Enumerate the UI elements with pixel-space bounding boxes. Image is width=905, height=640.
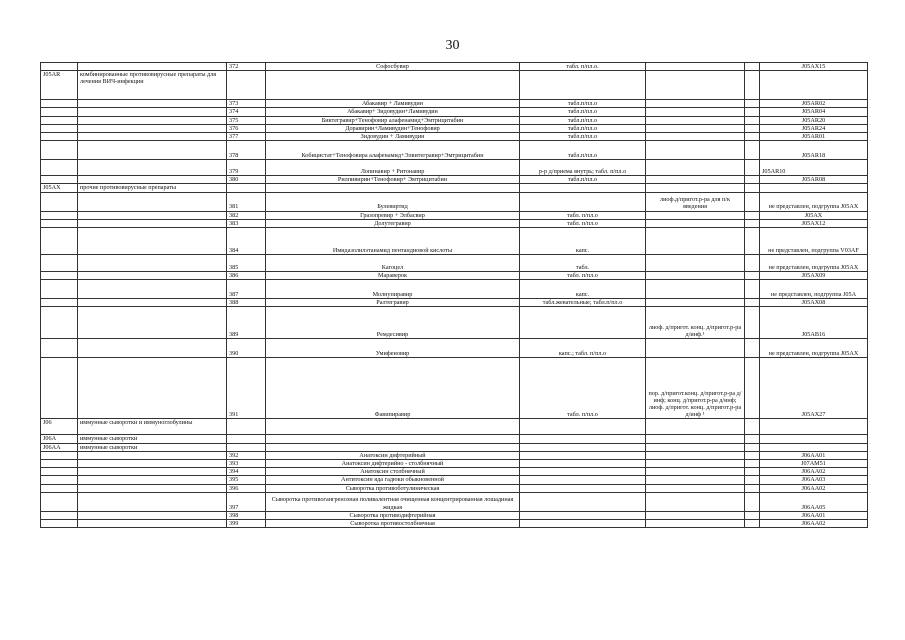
atc-group-code xyxy=(41,160,78,176)
atc-group-code: J06AA xyxy=(41,443,78,451)
atc-group-code: J06 xyxy=(41,419,78,435)
atc-code: J05AR24 xyxy=(760,124,868,132)
table-row xyxy=(41,255,868,272)
page-number: 30 xyxy=(445,38,460,53)
atc-code: J06AA01 xyxy=(760,511,868,519)
atc-group-code xyxy=(41,116,78,124)
drug-name: Антитоксин яда гадюки обыкновенной xyxy=(266,476,520,484)
table-row xyxy=(41,219,868,227)
empty-cell xyxy=(745,124,760,132)
atc-code: J05AR01 xyxy=(760,133,868,141)
dosage-form: табл.п/пл.о xyxy=(520,124,646,132)
atc-code: J07AM51 xyxy=(760,460,868,468)
row-number: 385 xyxy=(227,255,266,272)
drug-name: Анатоксин дифтерийно - столбнячный xyxy=(266,460,520,468)
drug-name: Ремдесивир xyxy=(266,307,520,339)
row-number: 390 xyxy=(227,339,266,358)
table-row xyxy=(41,492,868,511)
group-description: иммунные сыворотки xyxy=(78,443,227,451)
additional-form xyxy=(646,476,745,484)
empty-cell xyxy=(745,468,760,476)
drug-name: Абакавир + Ламивудин xyxy=(266,100,520,108)
row-number: 376 xyxy=(227,124,266,132)
empty-cell xyxy=(745,476,760,484)
group-description xyxy=(78,476,227,484)
group-description xyxy=(78,255,227,272)
dosage-form: капс. xyxy=(520,280,646,299)
drug-name: Кагоцел xyxy=(266,255,520,272)
additional-form xyxy=(646,255,745,272)
dosage-form xyxy=(520,451,646,459)
atc-group-code xyxy=(41,100,78,108)
drug-name: Абакавир+ Зидовудин+Ламивудин xyxy=(266,108,520,116)
row-number: 382 xyxy=(227,211,266,219)
group-description xyxy=(78,307,227,339)
group-description xyxy=(78,358,227,419)
row-number: 378 xyxy=(227,141,266,160)
additional-form xyxy=(646,299,745,307)
empty-cell xyxy=(745,176,760,184)
dosage-form: табл. п/пл.о. xyxy=(520,63,646,71)
empty-cell xyxy=(745,71,760,100)
atc-code xyxy=(760,443,868,451)
atc-code: J05AX xyxy=(760,211,868,219)
group-description: иммунные сыворотки и иммуноглобулины xyxy=(78,419,227,435)
dosage-form xyxy=(520,484,646,492)
dosage-form: табл.жевательные; табл.п/пл.о xyxy=(520,299,646,307)
drug-name: Доравирин+Ламивудин+Тенофовир xyxy=(266,124,520,132)
row-number: 396 xyxy=(227,484,266,492)
row-number: 397 xyxy=(227,492,266,511)
atc-code: не представлен, подгруппа J05A xyxy=(760,280,868,299)
table-row xyxy=(41,484,868,492)
row-number: 381 xyxy=(227,192,266,211)
additional-form xyxy=(646,280,745,299)
atc-code: J05AX27 xyxy=(760,358,868,419)
additional-form xyxy=(646,520,745,528)
drug-name: Кобицистат+Тенофовира алафенамид+Элвитегравир+Эмтрицитабин xyxy=(266,141,520,160)
drug-name: Анатоксин дифтерийный xyxy=(266,451,520,459)
additional-form xyxy=(646,460,745,468)
empty-cell xyxy=(745,511,760,519)
drug-name: Лопинавир + Ритонавир xyxy=(266,160,520,176)
row-number: 392 xyxy=(227,451,266,459)
drug-name: Гразопревир + Элбасвир xyxy=(266,211,520,219)
additional-form xyxy=(646,184,745,192)
group-description xyxy=(78,484,227,492)
atc-group-code xyxy=(41,63,78,71)
atc-group-code xyxy=(41,460,78,468)
dosage-form xyxy=(520,443,646,451)
atc-group-code xyxy=(41,476,78,484)
dosage-form: табл.п/пл.о xyxy=(520,108,646,116)
atc-group-code xyxy=(41,255,78,272)
atc-group-code xyxy=(41,211,78,219)
atc-group-code: J05AR xyxy=(41,71,78,100)
row-number: 374 xyxy=(227,108,266,116)
atc-group-code xyxy=(41,451,78,459)
empty-cell xyxy=(745,299,760,307)
group-description: комбинированные противовирусные препараты для лечения ВИЧ-инфекции xyxy=(78,71,227,100)
drug-name: Мараверок xyxy=(266,272,520,280)
additional-form: лиоф. д/пригот. конц. д/пригот.р-ра д/инф.¹ xyxy=(646,307,745,339)
row-number: 394 xyxy=(227,468,266,476)
table-row xyxy=(41,192,868,211)
additional-form xyxy=(646,484,745,492)
table-row xyxy=(41,141,868,160)
atc-code: не представлен, подгруппа V03AF xyxy=(760,228,868,255)
table-row xyxy=(41,307,868,339)
table-row xyxy=(41,460,868,468)
row-number: 389 xyxy=(227,307,266,339)
additional-form xyxy=(646,228,745,255)
group-description xyxy=(78,100,227,108)
atc-group-code xyxy=(41,358,78,419)
drug-name: Сыворотка противоботулиническая xyxy=(266,484,520,492)
atc-code: J05AB16 xyxy=(760,307,868,339)
additional-form xyxy=(646,468,745,476)
group-description xyxy=(78,299,227,307)
row-number: 377 xyxy=(227,133,266,141)
table-row xyxy=(41,468,868,476)
table-row xyxy=(41,520,868,528)
drug-name: Анатоксин столбнячный xyxy=(266,468,520,476)
group-description xyxy=(78,108,227,116)
atc-code: J05AX15 xyxy=(760,63,868,71)
row-number: 386 xyxy=(227,272,266,280)
additional-form: пор. д/пригот.конц. д/пригот.р-ра д/инф; конц. д/пригот.р-ра д/инф; лиоф. д/пригот. конц. д/пригот.р-ра д/инф ¹ xyxy=(646,358,745,419)
dosage-form: табл.п/пл.о xyxy=(520,176,646,184)
row-number: 393 xyxy=(227,460,266,468)
dosage-form: капс.; табл. п/пл.о xyxy=(520,339,646,358)
group-description xyxy=(78,133,227,141)
atc-code: J05AR20 xyxy=(760,116,868,124)
group-description xyxy=(78,451,227,459)
additional-form xyxy=(646,419,745,435)
drug-name: Биктегравир+Тенофовир алафенамид+Эмтрицитабин xyxy=(266,116,520,124)
group-description: прочие противовирусные препараты xyxy=(78,184,227,192)
atc-code: не представлен, подгруппа J05AX xyxy=(760,339,868,358)
atc-group-code xyxy=(41,124,78,132)
additional-form xyxy=(646,108,745,116)
empty-cell xyxy=(745,484,760,492)
drug-name xyxy=(266,419,520,435)
atc-group-code xyxy=(41,307,78,339)
additional-form xyxy=(646,160,745,176)
table-row xyxy=(41,228,868,255)
dosage-form: капс. xyxy=(520,228,646,255)
empty-cell xyxy=(745,141,760,160)
additional-form xyxy=(646,100,745,108)
atc-group-code xyxy=(41,468,78,476)
additional-form xyxy=(646,451,745,459)
additional-form xyxy=(646,133,745,141)
table-row xyxy=(41,184,868,192)
additional-form xyxy=(646,141,745,160)
drug-name xyxy=(266,184,520,192)
table-row xyxy=(41,419,868,435)
atc-code: J06AA01 xyxy=(760,451,868,459)
group-description xyxy=(78,511,227,519)
additional-form xyxy=(646,339,745,358)
empty-cell xyxy=(745,160,760,176)
empty-cell xyxy=(745,272,760,280)
empty-cell xyxy=(745,419,760,435)
empty-cell xyxy=(745,219,760,227)
atc-group-code xyxy=(41,511,78,519)
dosage-form xyxy=(520,71,646,100)
table-row xyxy=(41,124,868,132)
atc-group-code xyxy=(41,192,78,211)
row-number: 383 xyxy=(227,219,266,227)
group-description xyxy=(78,124,227,132)
table-row xyxy=(41,116,868,124)
additional-form xyxy=(646,71,745,100)
dosage-form: табл.п/пл.о xyxy=(520,133,646,141)
dosage-form xyxy=(520,460,646,468)
row-number: 373 xyxy=(227,100,266,108)
group-description xyxy=(78,492,227,511)
atc-code: J06AA02 xyxy=(760,520,868,528)
row-number: 384 xyxy=(227,228,266,255)
empty-cell xyxy=(745,63,760,71)
table-row xyxy=(41,71,868,100)
atc-group-code xyxy=(41,520,78,528)
additional-form: лиоф.д/пригот.р-ра для п/к введения xyxy=(646,192,745,211)
row-number: 379 xyxy=(227,160,266,176)
drug-name xyxy=(266,435,520,443)
dosage-form: табл.п/пл.о xyxy=(520,100,646,108)
table-row xyxy=(41,435,868,443)
drug-name xyxy=(266,443,520,451)
atc-group-code: J06A xyxy=(41,435,78,443)
drug-name: Сыворотка противостолбнячная xyxy=(266,520,520,528)
empty-cell xyxy=(745,443,760,451)
row-number xyxy=(227,443,266,451)
table-row xyxy=(41,100,868,108)
atc-code: не представлен, подгруппа J05AX xyxy=(760,255,868,272)
table-row xyxy=(41,339,868,358)
empty-cell xyxy=(745,520,760,528)
dosage-form: табл.п/пл.о xyxy=(520,116,646,124)
group-description xyxy=(78,176,227,184)
row-number: 387 xyxy=(227,280,266,299)
atc-code: J05AX09 xyxy=(760,272,868,280)
group-description xyxy=(78,160,227,176)
table-row xyxy=(41,299,868,307)
empty-cell xyxy=(745,108,760,116)
drug-name: Имидазолилэтанамид пентандиовой кислоты xyxy=(266,228,520,255)
drug-list-table xyxy=(40,62,868,528)
table-row xyxy=(41,63,868,71)
table-row xyxy=(41,511,868,519)
additional-form xyxy=(646,435,745,443)
row-number xyxy=(227,184,266,192)
drug-name: Зидовудин + Ламивудин xyxy=(266,133,520,141)
empty-cell xyxy=(745,460,760,468)
empty-cell xyxy=(745,280,760,299)
additional-form xyxy=(646,492,745,511)
dosage-form xyxy=(520,468,646,476)
dosage-form: табл. п/пл.о xyxy=(520,219,646,227)
group-description xyxy=(78,211,227,219)
atc-group-code xyxy=(41,299,78,307)
atc-code xyxy=(760,71,868,100)
dosage-form xyxy=(520,192,646,211)
dosage-form xyxy=(520,476,646,484)
row-number: 388 xyxy=(227,299,266,307)
empty-cell xyxy=(745,358,760,419)
group-description xyxy=(78,116,227,124)
group-description xyxy=(78,192,227,211)
additional-form xyxy=(646,124,745,132)
empty-cell xyxy=(745,307,760,339)
atc-group-code xyxy=(41,108,78,116)
atc-code: J05AR02 xyxy=(760,100,868,108)
table-row xyxy=(41,272,868,280)
group-description xyxy=(78,63,227,71)
empty-cell xyxy=(745,192,760,211)
dosage-form: табл.п/пл.о xyxy=(520,141,646,160)
additional-form xyxy=(646,63,745,71)
atc-code: J06AA02 xyxy=(760,484,868,492)
row-number: 395 xyxy=(227,476,266,484)
atc-group-code xyxy=(41,339,78,358)
row-number xyxy=(227,435,266,443)
group-description xyxy=(78,339,227,358)
drug-name: Умифеновир xyxy=(266,339,520,358)
drug-name: Ралтегравир xyxy=(266,299,520,307)
additional-form xyxy=(646,116,745,124)
empty-cell xyxy=(745,116,760,124)
atc-group-code xyxy=(41,176,78,184)
group-description xyxy=(78,520,227,528)
table-row xyxy=(41,176,868,184)
atc-group-code: J05AX xyxy=(41,184,78,192)
atc-code: J05AR10 xyxy=(760,160,868,176)
row-number: 380 xyxy=(227,176,266,184)
group-description xyxy=(78,219,227,227)
dosage-form xyxy=(520,511,646,519)
dosage-form xyxy=(520,520,646,528)
drug-name: Булевиртид xyxy=(266,192,520,211)
drug-name: Сыворотка противогангренозная поливалентная очищенная концентрированная лошадиная жидкая xyxy=(266,492,520,511)
group-description: иммунные сыворотки xyxy=(78,435,227,443)
atc-group-code xyxy=(41,492,78,511)
empty-cell xyxy=(745,133,760,141)
atc-code: J06AA05 xyxy=(760,492,868,511)
row-number: 391 xyxy=(227,358,266,419)
atc-code xyxy=(760,419,868,435)
dosage-form xyxy=(520,307,646,339)
atc-group-code xyxy=(41,141,78,160)
atc-code xyxy=(760,184,868,192)
table-row xyxy=(41,451,868,459)
dosage-form: табл. п/пл.о xyxy=(520,272,646,280)
group-description xyxy=(78,141,227,160)
table-row xyxy=(41,443,868,451)
group-description xyxy=(78,460,227,468)
group-description xyxy=(78,468,227,476)
empty-cell xyxy=(745,228,760,255)
additional-form xyxy=(646,219,745,227)
empty-cell xyxy=(745,100,760,108)
row-number: 398 xyxy=(227,511,266,519)
drug-name: Молнупиравир xyxy=(266,280,520,299)
atc-group-code xyxy=(41,272,78,280)
atc-group-code xyxy=(41,219,78,227)
additional-form xyxy=(646,511,745,519)
group-description xyxy=(78,280,227,299)
row-number xyxy=(227,71,266,100)
atc-code: J05AR04 xyxy=(760,108,868,116)
atc-code: J06AA03 xyxy=(760,476,868,484)
row-number: 399 xyxy=(227,520,266,528)
additional-form xyxy=(646,272,745,280)
atc-code xyxy=(760,435,868,443)
table-row xyxy=(41,280,868,299)
row-number: 372 xyxy=(227,63,266,71)
atc-code: J05AR18 xyxy=(760,141,868,160)
table-row xyxy=(41,108,868,116)
drug-name: Софосбувир xyxy=(266,63,520,71)
table-row xyxy=(41,358,868,419)
dosage-form xyxy=(520,419,646,435)
empty-cell xyxy=(745,184,760,192)
empty-cell xyxy=(745,255,760,272)
atc-code: J06AA02 xyxy=(760,468,868,476)
group-description xyxy=(78,272,227,280)
empty-cell xyxy=(745,451,760,459)
drug-name: Долутегравир xyxy=(266,219,520,227)
table-row xyxy=(41,160,868,176)
dosage-form: р-р д/приема внутрь; табл. п/пл.о xyxy=(520,160,646,176)
empty-cell xyxy=(745,492,760,511)
table-row xyxy=(41,133,868,141)
group-description xyxy=(78,228,227,255)
dosage-form xyxy=(520,492,646,511)
dosage-form: табл. п/пл.о xyxy=(520,211,646,219)
row-number xyxy=(227,419,266,435)
empty-cell xyxy=(745,339,760,358)
atc-group-code xyxy=(41,484,78,492)
atc-code: J05AR08 xyxy=(760,176,868,184)
row-number: 375 xyxy=(227,116,266,124)
drug-name: Рилпивирин+Тенофовир+ Эмтрицитабин xyxy=(266,176,520,184)
atc-group-code xyxy=(41,228,78,255)
atc-group-code xyxy=(41,280,78,299)
dosage-form: табл. xyxy=(520,255,646,272)
atc-code: не представлен, подгруппа J05AX xyxy=(760,192,868,211)
drug-name: Сыворотка противодифтерийная xyxy=(266,511,520,519)
atc-group-code xyxy=(41,133,78,141)
dosage-form xyxy=(520,184,646,192)
empty-cell xyxy=(745,211,760,219)
atc-code: J05AX12 xyxy=(760,219,868,227)
empty-cell xyxy=(745,435,760,443)
additional-form xyxy=(646,443,745,451)
atc-code: J05AX08 xyxy=(760,299,868,307)
table-row xyxy=(41,211,868,219)
table-row xyxy=(41,476,868,484)
drug-name: Фавипиравир xyxy=(266,358,520,419)
dosage-form xyxy=(520,435,646,443)
additional-form xyxy=(646,211,745,219)
additional-form xyxy=(646,176,745,184)
dosage-form: табл. п/пл.о xyxy=(520,358,646,419)
drug-name xyxy=(266,71,520,100)
